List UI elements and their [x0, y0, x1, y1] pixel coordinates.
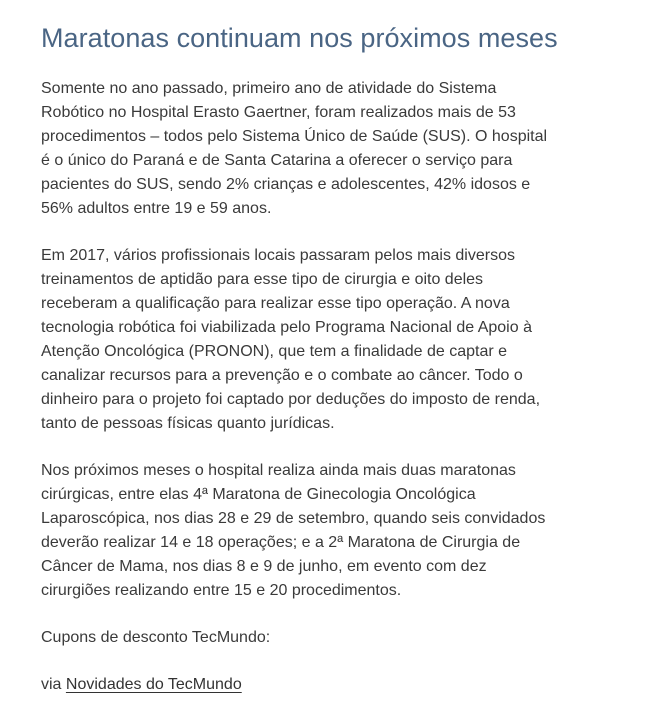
text-line: cirurgiões realizando entre 15 e 20 procedimentos. — [41, 582, 402, 599]
text-line: tecnologia robótica foi viabilizada pelo Programa Nacional de Apoio à — [41, 319, 532, 336]
paragraph-training-pronon — [41, 244, 621, 436]
text-line: canalizar recursos para a prevenção e o combate ao câncer. Todo o — [41, 367, 523, 384]
text-line: deverão realizar 14 e 18 operações; e a 2ª Maratona de Cirurgia de — [41, 534, 521, 551]
text-line: receberam a qualificação para realizar esse tipo operação. A nova — [41, 295, 510, 312]
text-line: Atenção Oncológica (PRONON), que tem a finalidade de captar e — [41, 343, 508, 360]
paragraph-upcoming-marathons — [41, 459, 621, 603]
text-line: treinamentos de aptidão para esse tipo de cirurgia e oito deles — [41, 271, 484, 288]
text-line: cirúrgicas, entre elas 4ª Maratona de Ginecologia Oncológica — [41, 486, 476, 503]
text-line: dinheiro para o projeto foi captado por deduções do imposto de renda, — [41, 391, 541, 408]
paragraph-sus-statistics — [41, 77, 621, 221]
text-line: pacientes do SUS, sendo 2% crianças e adolescentes, 42% idosos e — [41, 176, 531, 193]
text-line: Laparoscópica, nos dias 28 e 29 de setembro, quando seis convidados — [41, 510, 546, 527]
via-prefix: via — [41, 676, 62, 693]
text-line: 56% adultos entre 19 e 59 anos. — [41, 200, 272, 217]
section-heading: Maratonas continuam nos próximos meses — [41, 23, 558, 53]
coupons-label: Cupons de desconto TecMundo: — [41, 629, 271, 646]
source-link[interactable]: Novidades do TecMundo — [65, 676, 242, 693]
via-source — [41, 673, 621, 697]
text-line: Robótico no Hospital Erasto Gaertner, foram realizados mais de 53 — [41, 104, 516, 121]
text-line: tanto de pessoas físicas quanto jurídicas. — [41, 415, 335, 432]
text-line: Somente no ano passado, primeiro ano de atividade do Sistema — [41, 80, 497, 97]
text-line: é o único do Paraná e de Santa Catarina a oferecer o serviço para — [41, 152, 513, 169]
article-body — [41, 18, 621, 697]
text-line: procedimentos – todos pelo Sistema Único de Saúde (SUS). O hospital — [41, 128, 548, 145]
text-line: Nos próximos meses o hospital realiza ainda mais duas maratonas — [41, 462, 516, 479]
text-line: Câncer de Mama, nos dias 8 e 9 de junho, em evento com dez — [41, 558, 487, 575]
text-line: Em 2017, vários profissionais locais passaram pelos mais diversos — [41, 247, 515, 264]
